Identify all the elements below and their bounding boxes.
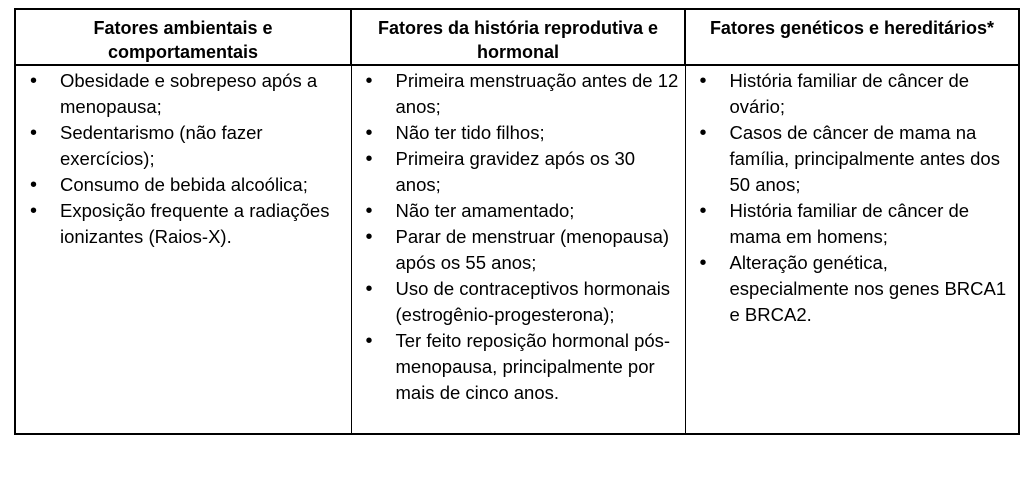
- list-item: • Uso de contraceptivos hormonais (estrogênio-progesterona);: [358, 276, 679, 328]
- table-header-row: [15, 9, 1019, 65]
- list-item: • Não ter tido filhos;: [358, 120, 679, 146]
- list-item: • Alteração genética, especialmente nos genes BRCA1 e BRCA2.: [692, 250, 1013, 328]
- header-reproductive-hormonal-factors: Fatores da história reprodutiva e hormonal: [351, 9, 685, 65]
- list-item: • Casos de câncer de mama na família, principalmente antes dos 50 anos;: [692, 120, 1013, 198]
- environmental-factors-list: [22, 68, 345, 250]
- list-item: • Primeira gravidez após os 30 anos;: [358, 146, 679, 198]
- list-item: • Sedentarismo (não fazer exercícios);: [22, 120, 345, 172]
- table-body-row: [15, 65, 1019, 434]
- list-item: • Parar de menstruar (menopausa) após os 55 anos;: [358, 224, 679, 276]
- list-item: • Não ter amamentado;: [358, 198, 679, 224]
- list-item: • Primeira menstruação antes de 12 anos;: [358, 68, 679, 120]
- list-item: • História familiar de câncer de ovário;: [692, 68, 1013, 120]
- reproductive-hormonal-factors-cell: [351, 65, 685, 434]
- genetic-hereditary-factors-list: [692, 68, 1013, 328]
- list-item: • Ter feito reposição hormonal pós-menopausa, principalmente por mais de cinco anos.: [358, 328, 679, 406]
- list-item: • Obesidade e sobrepeso após a menopausa;: [22, 68, 345, 120]
- list-item: • Exposição frequente a radiações ionizantes (Raios-X).: [22, 198, 345, 250]
- environmental-factors-cell: [15, 65, 351, 434]
- genetic-hereditary-factors-cell: [685, 65, 1019, 434]
- reproductive-hormonal-factors-list: [358, 68, 679, 406]
- header-genetic-hereditary-factors: Fatores genéticos e hereditários*: [685, 9, 1019, 65]
- list-item: • História familiar de câncer de mama em homens;: [692, 198, 1013, 250]
- risk-factors-table: [14, 8, 1020, 435]
- list-item: • Consumo de bebida alcoólica;: [22, 172, 345, 198]
- header-environmental-factors: Fatores ambientais e comportamentais: [15, 9, 351, 65]
